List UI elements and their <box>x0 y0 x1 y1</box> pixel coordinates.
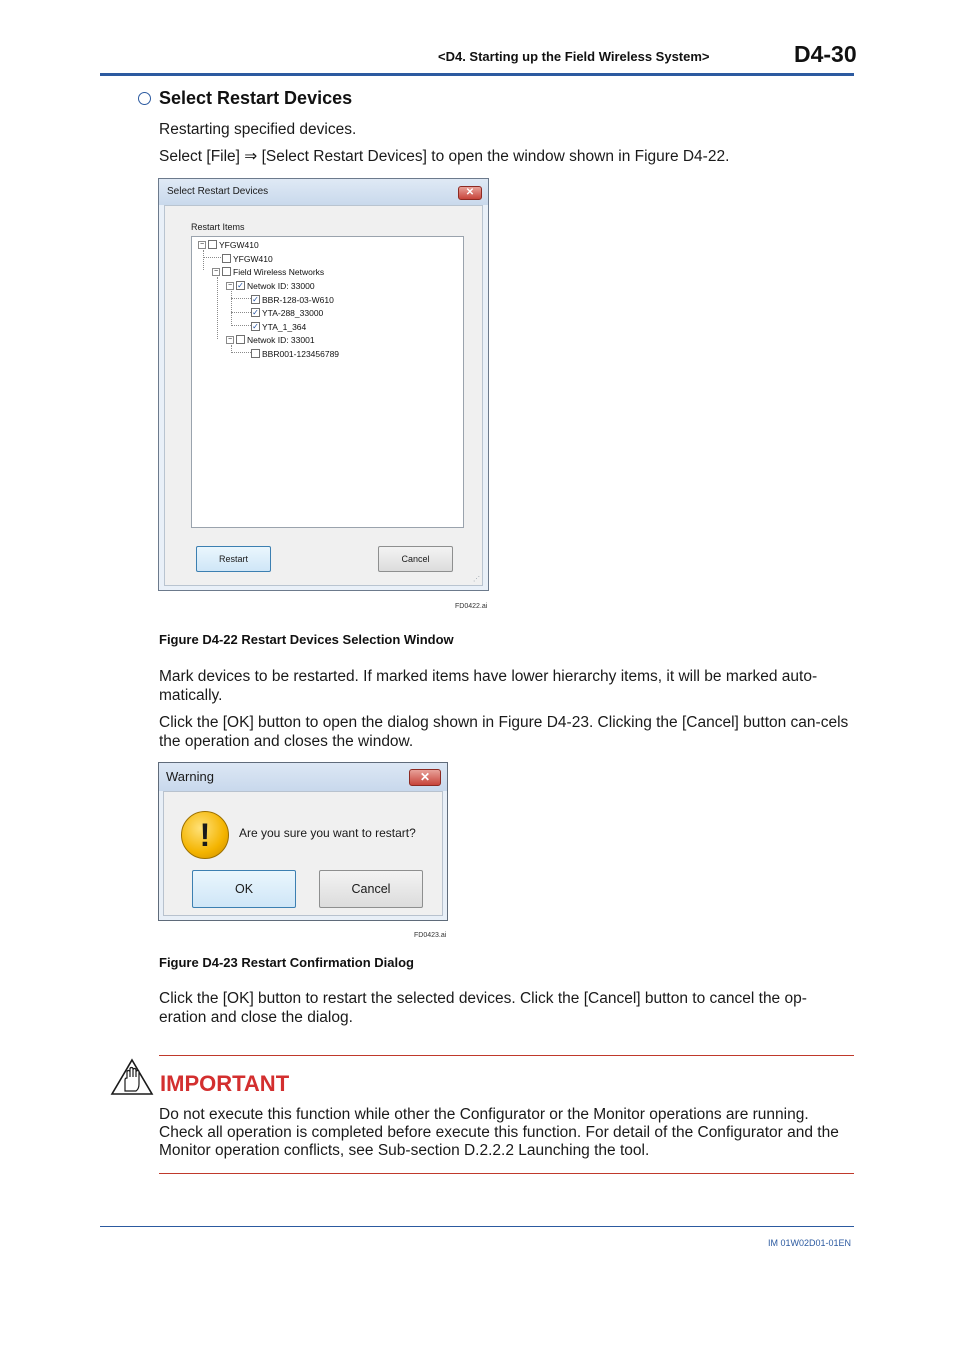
page-number: D4-30 <box>794 41 857 67</box>
warning-dialog <box>158 762 448 921</box>
close-icon[interactable]: ✕ <box>409 769 441 786</box>
tree-item-label: Field Wireless Networks <box>233 266 325 277</box>
tree-item-gateway[interactable] <box>198 238 259 250</box>
window-titlebar <box>159 179 488 205</box>
important-title: IMPORTANT <box>160 1071 290 1096</box>
restart-button[interactable]: Restart <box>196 546 271 572</box>
important-text: Do not execute this function while other the Configurator or the Monitor operations are running. Check all operation is completed before execute this function. For detail of the Configurator and the Monitor operation conflicts, see Sub-section D.2.2.2 Launching the tool. <box>159 1106 839 1159</box>
collapse-icon[interactable]: − <box>213 267 219 275</box>
figure-source-file: FD0422.ai <box>455 603 488 610</box>
tree-item-label: YTA_1_364 <box>262 321 307 332</box>
paragraph: Click the [OK] button to restart the selected devices. Click the [Cancel] button to cancel the op-eration and close the dialog. <box>159 990 807 1026</box>
section-title: Select Restart Devices <box>159 88 353 108</box>
hand-warning-icon <box>110 1058 154 1096</box>
tree-item-label: Netwok ID: 33000 <box>247 280 315 291</box>
restart-items-label: Restart Items <box>191 222 245 232</box>
tree-item-label: YFGW410 <box>233 253 273 264</box>
important-rule <box>159 1173 854 1174</box>
collapse-icon[interactable]: − <box>227 335 233 343</box>
checkbox-checked[interactable]: ✓ <box>252 322 259 332</box>
checkbox[interactable] <box>236 335 245 344</box>
window-body <box>164 205 483 586</box>
tree-item-gateway-device[interactable] <box>222 252 273 264</box>
tree-connector <box>217 277 218 339</box>
section-instruction: Select [File] ⇒ [Select Restart Devices] to open the window shown in Figure D4-22. <box>159 148 730 165</box>
checkbox[interactable] <box>222 267 231 276</box>
collapse-icon[interactable]: − <box>227 281 233 289</box>
restart-items-tree <box>191 236 464 528</box>
warning-icon <box>181 811 229 859</box>
tree-connector <box>231 298 251 299</box>
section-intro: Restarting specified devices. <box>159 121 357 138</box>
cancel-button[interactable]: Cancel <box>378 546 453 572</box>
tree-connector <box>231 312 251 313</box>
header-rule <box>100 73 854 76</box>
select-restart-devices-window <box>158 178 489 591</box>
checkbox-checked[interactable]: ✓ <box>252 308 259 318</box>
paragraph: Click the [OK] button to open the dialog shown in Figure D4-23. Clicking the [Cancel] button can-cels the operation and closes the window. <box>159 714 849 750</box>
dialog-body <box>163 791 443 916</box>
document-id: IM 01W02D01-01EN <box>768 1238 852 1248</box>
tree-item-device[interactable] <box>251 347 339 359</box>
tree-connector <box>203 257 223 258</box>
resize-grip-icon[interactable]: ⋰ <box>473 576 480 583</box>
window-title: Select Restart Devices <box>167 186 269 197</box>
tree-item-label: BBR001-123456789 <box>262 348 340 359</box>
tree-item-label: YFGW410 <box>219 239 259 250</box>
tree-item-device[interactable] <box>251 306 323 318</box>
close-icon[interactable]: ✕ <box>458 186 482 200</box>
dialog-message: Are you sure you want to restart? <box>239 826 416 840</box>
ok-button[interactable]: OK <box>192 870 296 908</box>
tree-item-device[interactable] <box>251 293 334 305</box>
figure-caption: Figure D4-23 Restart Confirmation Dialog <box>159 955 414 970</box>
tree-connector <box>231 291 232 326</box>
figure-source-file: FD0423.ai <box>414 932 447 939</box>
tree-connector <box>231 352 251 353</box>
window-titlebar <box>159 763 447 791</box>
important-rule <box>159 1055 854 1056</box>
checkbox-checked[interactable]: ✓ <box>252 295 259 305</box>
checkbox[interactable] <box>222 254 231 263</box>
tree-connector <box>203 250 204 270</box>
checkbox[interactable] <box>208 240 217 249</box>
footer-rule <box>100 1226 854 1227</box>
tree-item-label: YTA-288_33000 <box>262 307 324 318</box>
exclamation-icon: ! <box>199 817 211 853</box>
tree-item-label: Netwok ID: 33001 <box>247 334 315 345</box>
running-header: <D4. Starting up the Field Wireless System> <box>438 49 710 64</box>
tree-item-network-33000[interactable] <box>226 279 315 291</box>
tree-item-label: BBR-128-03-W610 <box>262 294 334 305</box>
cancel-button[interactable]: Cancel <box>319 870 423 908</box>
checkbox-checked[interactable]: ✓ <box>237 281 244 291</box>
window-title: Warning <box>166 769 214 784</box>
figure-caption: Figure D4-22 Restart Devices Selection Window <box>159 632 454 647</box>
checkbox[interactable] <box>251 349 260 358</box>
tree-connector <box>231 325 251 326</box>
tree-item-device[interactable] <box>251 320 306 332</box>
tree-item-field-wireless-networks[interactable] <box>212 265 324 277</box>
paragraph: Mark devices to be restarted. If marked items have lower hierarchy items, it will be marked auto-matically. <box>159 668 818 704</box>
tree-item-network-33001[interactable] <box>226 333 315 345</box>
collapse-icon[interactable]: − <box>199 240 205 248</box>
section-bullet-icon <box>138 92 151 105</box>
